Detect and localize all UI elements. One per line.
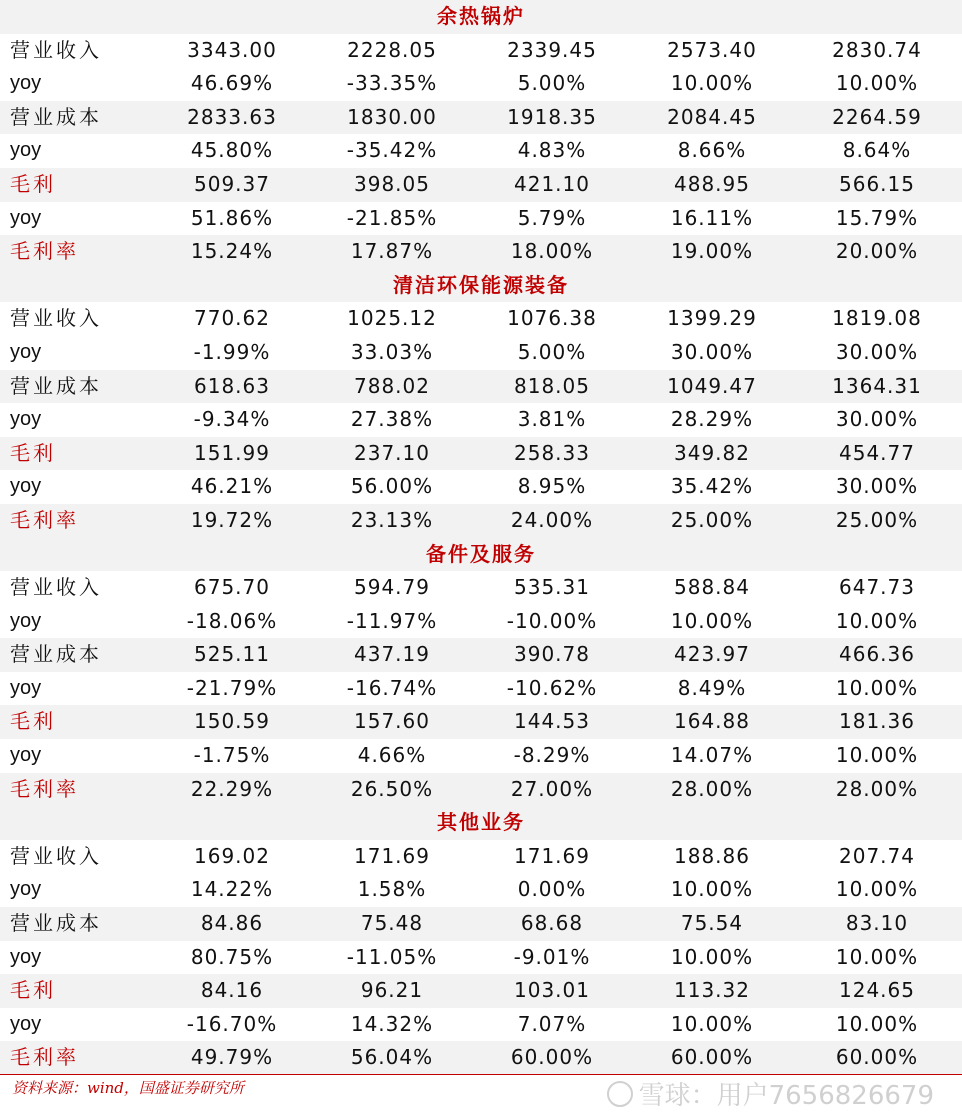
value-cell: 10.00% [670,608,754,633]
row-label: 营业收入 [10,306,102,331]
value-cell: -21.85% [346,205,438,230]
value-cell: 60.00% [510,1045,594,1070]
value-cell: -8.29% [513,743,591,768]
row-label: yoy [10,139,42,162]
value-cell: -9.01% [513,944,591,969]
value-cell: 3.81% [517,407,587,432]
row-label: yoy [10,340,42,363]
value-cell: 588.84 [674,575,750,600]
section-header: 余热锅炉 [0,0,962,34]
value-cell: 10.00% [835,1011,919,1036]
table-section [0,269,962,538]
table-row [0,134,962,168]
footer [0,1074,962,1114]
row-label: 营业收入 [10,575,102,600]
value-cell: 566.15 [839,171,915,196]
value-cell: 150.59 [194,709,270,734]
value-cell: 68.68 [520,911,584,936]
table-row [0,504,962,538]
value-cell: 157.60 [354,709,430,734]
value-cell: 56.04% [350,1045,434,1070]
row-label: 毛利率 [10,1045,79,1070]
table-row [0,907,962,941]
value-cell: 188.86 [674,843,750,868]
value-cell: 181.36 [839,709,915,734]
value-cell: 1918.35 [507,104,597,129]
value-cell: -1.99% [193,339,271,364]
source-note: 资料来源：wind，国盛证券研究所 [12,1079,244,1097]
value-cell: 4.66% [357,743,427,768]
value-cell: 535.31 [514,575,590,600]
value-cell: -10.62% [506,675,598,700]
row-label: yoy [10,676,42,699]
table-section [0,806,962,1075]
value-cell: 49.79% [190,1045,274,1070]
row-label: 毛利 [10,440,56,465]
value-cell: -11.97% [346,608,438,633]
value-cell: 349.82 [674,440,750,465]
value-cell: 8.64% [842,138,912,163]
value-cell: 30.00% [835,474,919,499]
value-cell: 60.00% [670,1045,754,1070]
section-header: 清洁环保能源装备 [0,269,962,303]
value-cell: 84.86 [200,911,264,936]
value-cell: 258.33 [514,440,590,465]
row-label: 营业成本 [10,642,102,667]
value-cell: -10.00% [506,608,598,633]
value-cell: 5.00% [517,339,587,364]
row-label: yoy [10,744,42,767]
value-cell: 2830.74 [832,37,922,62]
value-cell: 2084.45 [667,104,757,129]
table-row [0,168,962,202]
row-label: yoy [10,609,42,632]
value-cell: 421.10 [514,171,590,196]
table-row [0,470,962,504]
value-cell: 466.36 [839,642,915,667]
value-cell: 18.00% [510,239,594,264]
row-label: 毛利率 [10,239,79,264]
row-label: 毛利 [10,709,56,734]
table-row [0,437,962,471]
value-cell: 124.65 [839,978,915,1003]
value-cell: 171.69 [354,843,430,868]
value-cell: 818.05 [514,373,590,398]
value-cell: 10.00% [835,608,919,633]
watermark [607,1075,934,1112]
value-cell: 19.00% [670,239,754,264]
value-cell: 60.00% [835,1045,919,1070]
value-cell: 20.00% [835,239,919,264]
row-label: 营业成本 [10,104,102,129]
watermark-text: 雪球：用户7656826679 [638,1081,934,1111]
value-cell: 594.79 [354,575,430,600]
table-row [0,336,962,370]
value-cell: 2833.63 [187,104,277,129]
value-cell: 28.29% [670,407,754,432]
value-cell: -35.42% [346,138,438,163]
table-row [0,739,962,773]
row-label: 营业收入 [10,37,102,62]
value-cell: 1819.08 [832,306,922,331]
value-cell: 30.00% [835,339,919,364]
value-cell: 10.00% [670,1011,754,1036]
value-cell: 675.70 [194,575,270,600]
table-section [0,0,962,269]
value-cell: 10.00% [670,71,754,96]
value-cell: 2339.45 [507,37,597,62]
value-cell: 437.19 [354,642,430,667]
table-row [0,34,962,68]
value-cell: 1076.38 [507,306,597,331]
value-cell: 8.49% [677,675,747,700]
section-header: 其他业务 [0,806,962,840]
table-row [0,974,962,1008]
table-row [0,235,962,269]
value-cell: 24.00% [510,507,594,532]
value-cell: 5.00% [517,71,587,96]
value-cell: 3343.00 [187,37,277,62]
value-cell: 1399.29 [667,306,757,331]
value-cell: 30.00% [670,339,754,364]
value-cell: 169.02 [194,843,270,868]
table-row [0,571,962,605]
table-row [0,705,962,739]
table-row [0,1008,962,1042]
value-cell: 8.66% [677,138,747,163]
value-cell: 75.54 [680,911,744,936]
value-cell: 33.03% [350,339,434,364]
value-cell: 454.77 [839,440,915,465]
value-cell: 171.69 [514,843,590,868]
value-cell: 113.32 [674,978,750,1003]
row-label: yoy [10,206,42,229]
value-cell: 8.95% [517,474,587,499]
table-section [0,538,962,807]
row-label: 营业收入 [10,843,102,868]
value-cell: -11.05% [346,944,438,969]
value-cell: 10.00% [835,71,919,96]
value-cell: -33.35% [346,71,438,96]
value-cell: 83.10 [845,911,909,936]
value-cell: 788.02 [354,373,430,398]
value-cell: 2264.59 [832,104,922,129]
value-cell: 28.00% [835,776,919,801]
value-cell: -1.75% [193,743,271,768]
value-cell: 10.00% [670,944,754,969]
value-cell: 16.11% [670,205,754,230]
value-cell: 46.69% [190,71,274,96]
value-cell: 1025.12 [347,306,437,331]
value-cell: 96.21 [360,978,424,1003]
value-cell: 14.22% [190,877,274,902]
table-row [0,202,962,236]
value-cell: 75.48 [360,911,424,936]
row-label: yoy [10,408,42,431]
value-cell: 2228.05 [347,37,437,62]
row-label: yoy [10,72,42,95]
value-cell: 509.37 [194,171,270,196]
value-cell: 14.32% [350,1011,434,1036]
value-cell: 10.00% [670,877,754,902]
value-cell: 56.00% [350,474,434,499]
value-cell: 10.00% [835,675,919,700]
value-cell: 488.95 [674,171,750,196]
value-cell: 423.97 [674,642,750,667]
row-label: yoy [10,945,42,968]
value-cell: 10.00% [835,944,919,969]
table-row [0,672,962,706]
table-row [0,873,962,907]
value-cell: 46.21% [190,474,274,499]
value-cell: 237.10 [354,440,430,465]
row-label: 毛利 [10,171,56,196]
value-cell: 14.07% [670,743,754,768]
table-row [0,370,962,404]
value-cell: 164.88 [674,709,750,734]
value-cell: 647.73 [839,575,915,600]
section-header: 备件及服务 [0,538,962,572]
table-row [0,67,962,101]
value-cell: 2573.40 [667,37,757,62]
value-cell: 10.00% [835,743,919,768]
value-cell: 30.00% [835,407,919,432]
value-cell: 22.29% [190,776,274,801]
row-label: 毛利率 [10,507,79,532]
table-row [0,1041,962,1075]
value-cell: 35.42% [670,474,754,499]
value-cell: 10.00% [835,877,919,902]
value-cell: -18.06% [186,608,278,633]
value-cell: 144.53 [514,709,590,734]
value-cell: 7.07% [517,1011,587,1036]
table-row [0,773,962,807]
value-cell: -16.70% [186,1011,278,1036]
row-label: yoy [10,878,42,901]
table-row [0,840,962,874]
value-cell: 1830.00 [347,104,437,129]
value-cell: 207.74 [839,843,915,868]
row-label: 毛利 [10,978,56,1003]
table-row [0,403,962,437]
value-cell: 28.00% [670,776,754,801]
value-cell: 151.99 [194,440,270,465]
row-label: yoy [10,1012,42,1035]
value-cell: 84.16 [200,978,264,1003]
row-label: yoy [10,475,42,498]
value-cell: 80.75% [190,944,274,969]
table-row [0,941,962,975]
table-row [0,605,962,639]
row-label: 营业成本 [10,373,102,398]
row-label: 毛利率 [10,776,79,801]
value-cell: 15.79% [835,205,919,230]
value-cell: 17.87% [350,239,434,264]
value-cell: 398.05 [354,171,430,196]
value-cell: 618.63 [194,373,270,398]
value-cell: 5.79% [517,205,587,230]
value-cell: -9.34% [193,407,271,432]
snowball-logo-icon [607,1081,633,1107]
value-cell: 525.11 [194,642,270,667]
value-cell: -16.74% [346,675,438,700]
value-cell: 15.24% [190,239,274,264]
value-cell: 27.38% [350,407,434,432]
value-cell: 103.01 [514,978,590,1003]
value-cell: 45.80% [190,138,274,163]
value-cell: 770.62 [194,306,270,331]
table-row [0,101,962,135]
value-cell: -21.79% [186,675,278,700]
value-cell: 0.00% [517,877,587,902]
value-cell: 25.00% [835,507,919,532]
value-cell: 390.78 [514,642,590,667]
value-cell: 1.58% [357,877,427,902]
value-cell: 19.72% [190,507,274,532]
value-cell: 4.83% [517,138,587,163]
row-label: 营业成本 [10,911,102,936]
value-cell: 27.00% [510,776,594,801]
value-cell: 51.86% [190,205,274,230]
value-cell: 26.50% [350,776,434,801]
value-cell: 25.00% [670,507,754,532]
table-row [0,302,962,336]
table-row [0,638,962,672]
value-cell: 23.13% [350,507,434,532]
value-cell: 1049.47 [667,373,757,398]
value-cell: 1364.31 [832,373,922,398]
